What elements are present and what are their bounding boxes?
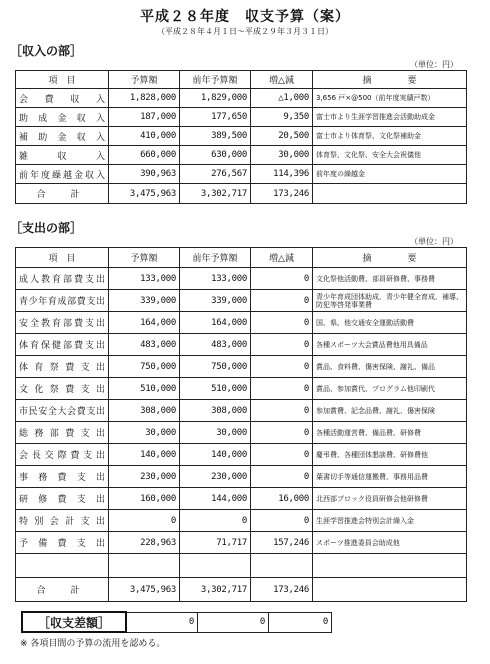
cell-diff: 0 xyxy=(251,466,313,488)
cell-diff: 114,396 xyxy=(251,165,313,184)
balance-prev: 0 xyxy=(198,612,269,632)
cell-budget: 510,000 xyxy=(109,378,180,400)
cell-budget: 1,828,000 xyxy=(109,89,180,108)
cell-diff: 0 xyxy=(251,334,313,356)
cell-item: 総務部費支出 xyxy=(16,422,109,444)
cell-item: 助成金収入 xyxy=(16,108,109,127)
cell-prev: 144,000 xyxy=(180,488,251,510)
cell-budget: 133,000 xyxy=(109,268,180,290)
page-title: 平成２８年度 収支予算（案） xyxy=(140,9,350,25)
table-row xyxy=(16,532,467,554)
table-row xyxy=(16,146,467,165)
cell-budget: 30,000 xyxy=(109,422,180,444)
cell-prev: 133,000 xyxy=(180,268,251,290)
table-row xyxy=(16,290,467,312)
cell-budget: 187,000 xyxy=(109,108,180,127)
total-budget: 3,475,963 xyxy=(109,184,180,204)
column-header: 項 目 xyxy=(16,248,109,268)
blank-cell xyxy=(180,554,251,578)
balance-budget: 0 xyxy=(126,612,198,632)
table-row xyxy=(16,334,467,356)
cell-diff: 0 xyxy=(251,356,313,378)
cell-item: 研修費支出 xyxy=(16,488,109,510)
cell-note: 国、県、他交通安全運動活動費 xyxy=(313,312,467,334)
column-header: 前年予算額 xyxy=(180,248,251,268)
expense-table xyxy=(15,247,467,602)
total-prev: 3,302,717 xyxy=(180,578,251,602)
income-table xyxy=(15,70,467,204)
cell-note: 各種スポーツ大会賞品費他用具備品 xyxy=(313,334,467,356)
cell-budget: 483,000 xyxy=(109,334,180,356)
cell-prev: 483,000 xyxy=(180,334,251,356)
cell-diff: 9,350 xyxy=(251,108,313,127)
cell-prev: 308,000 xyxy=(180,400,251,422)
cell-diff: 20,500 xyxy=(251,127,313,146)
cell-note: 参加賞費、記念品費、謝礼、傷害保険 xyxy=(313,400,467,422)
cell-prev: 510,000 xyxy=(180,378,251,400)
column-header: 増△減 xyxy=(251,248,313,268)
table-row xyxy=(16,89,467,108)
cell-note: 慶弔費、各種団体懇談費、研修費他 xyxy=(313,444,467,466)
cell-item: 特別会計支出 xyxy=(16,510,109,532)
cell-note: 青少年育成団体助成、青少年健全育成、補導、防犯等啓発事業費 xyxy=(313,290,467,312)
cell-item: 会費収入 xyxy=(16,89,109,108)
cell-diff: 0 xyxy=(251,422,313,444)
cell-diff: 16,000 xyxy=(251,488,313,510)
budget-period: （平成２８年４月１日～平成２９年３月３１日） xyxy=(157,27,333,36)
cell-prev: 339,000 xyxy=(180,290,251,312)
cell-item: 市民安全大会費支出 xyxy=(16,400,109,422)
column-header: 予算額 xyxy=(109,248,180,268)
table-row xyxy=(16,268,467,290)
cell-note: 富士市より体育祭、文化祭補助金 xyxy=(313,127,467,146)
total-row xyxy=(16,184,467,204)
cell-note: 賞品、食料費、傷害保険、謝礼、備品 xyxy=(313,356,467,378)
cell-diff: △1,000 xyxy=(251,89,313,108)
cell-budget: 230,000 xyxy=(109,466,180,488)
footnote: ※ 各項目間の予算の流用を認める。 xyxy=(20,639,166,649)
cell-budget: 308,000 xyxy=(109,400,180,422)
cell-diff: 0 xyxy=(251,444,313,466)
cell-budget: 410,000 xyxy=(109,127,180,146)
cell-prev: 71,717 xyxy=(180,532,251,554)
column-header: 前年予算額 xyxy=(180,71,251,89)
blank-cell xyxy=(16,554,109,578)
cell-prev: 1,829,000 xyxy=(180,89,251,108)
column-header: 項 目 xyxy=(16,71,109,89)
table-row xyxy=(16,312,467,334)
total-label: 合 計 xyxy=(16,184,109,204)
cell-diff: 0 xyxy=(251,312,313,334)
cell-item: 青少年育成部費支出 xyxy=(16,290,109,312)
table-row xyxy=(16,108,467,127)
blank-cell xyxy=(251,554,313,578)
table-row xyxy=(16,444,467,466)
cell-item: 補助金収入 xyxy=(16,127,109,146)
cell-diff: 0 xyxy=(251,290,313,312)
cell-item: 事務費支出 xyxy=(16,466,109,488)
total-label: 合 計 xyxy=(16,578,109,602)
total-note xyxy=(313,578,467,602)
cell-prev: 750,000 xyxy=(180,356,251,378)
cell-budget: 228,963 xyxy=(109,532,180,554)
cell-prev: 389,500 xyxy=(180,127,251,146)
blank-cell xyxy=(109,554,180,578)
balance-table xyxy=(21,611,332,633)
cell-item: 予備費支出 xyxy=(16,532,109,554)
total-diff: 173,246 xyxy=(251,578,313,602)
column-header: 摘 要 xyxy=(313,248,467,268)
cell-diff: 157,246 xyxy=(251,532,313,554)
expense-unit: （単位：円） xyxy=(410,237,458,246)
cell-item: 成人教育部費支出 xyxy=(16,268,109,290)
blank-cell xyxy=(313,554,467,578)
table-row xyxy=(16,422,467,444)
cell-prev: 230,000 xyxy=(180,466,251,488)
balance-label: ［収支差額］ xyxy=(22,612,126,632)
cell-item: 安全教育部費支出 xyxy=(16,312,109,334)
cell-budget: 164,000 xyxy=(109,312,180,334)
table-row xyxy=(16,165,467,184)
cell-note: 体育祭、文化祭、安全大会祝儀他 xyxy=(313,146,467,165)
cell-prev: 30,000 xyxy=(180,422,251,444)
cell-item: 体育祭費支出 xyxy=(16,356,109,378)
cell-budget: 660,000 xyxy=(109,146,180,165)
table-row xyxy=(16,127,467,146)
column-header: 摘 要 xyxy=(313,71,467,89)
cell-budget: 750,000 xyxy=(109,356,180,378)
total-row xyxy=(16,578,467,602)
total-note xyxy=(313,184,467,204)
cell-diff: 30,000 xyxy=(251,146,313,165)
table-row xyxy=(16,356,467,378)
cell-item: 体育保健部費支出 xyxy=(16,334,109,356)
table-row xyxy=(16,400,467,422)
cell-budget: 160,000 xyxy=(109,488,180,510)
cell-diff: 0 xyxy=(251,400,313,422)
table-row xyxy=(16,510,467,532)
cell-note: 生涯学習推進会特別会計繰入金 xyxy=(313,510,467,532)
cell-prev: 0 xyxy=(180,510,251,532)
cell-diff: 0 xyxy=(251,510,313,532)
cell-note: スポーツ推進委員会助成他 xyxy=(313,532,467,554)
cell-item: 会長交際費支出 xyxy=(16,444,109,466)
income-section-title: ［収入の部］ xyxy=(10,44,83,58)
cell-diff: 0 xyxy=(251,268,313,290)
cell-note: 各種活動運営費、備品費、研修費 xyxy=(313,422,467,444)
cell-note: 3,656 戸×@500（前年度実績戸数） xyxy=(313,89,467,108)
total-diff: 173,246 xyxy=(251,184,313,204)
cell-budget: 339,000 xyxy=(109,290,180,312)
cell-prev: 164,000 xyxy=(180,312,251,334)
balance-diff: 0 xyxy=(269,612,332,632)
cell-note: 富士市より生涯学習推進会活動助成金 xyxy=(313,108,467,127)
cell-item: 雑収入 xyxy=(16,146,109,165)
cell-prev: 177,650 xyxy=(180,108,251,127)
column-header: 増△減 xyxy=(251,71,313,89)
cell-budget: 0 xyxy=(109,510,180,532)
cell-note: 北西部ブロック役員研修会他研修費 xyxy=(313,488,467,510)
cell-prev: 276,567 xyxy=(180,165,251,184)
table-row xyxy=(16,378,467,400)
cell-note: 葉書切手等通信運搬費、事務用品費 xyxy=(313,466,467,488)
column-header: 予算額 xyxy=(109,71,180,89)
expense-section-title: ［支出の部］ xyxy=(10,221,83,235)
cell-item: 文化祭費支出 xyxy=(16,378,109,400)
cell-note: 前年度の繰越金 xyxy=(313,165,467,184)
table-row xyxy=(16,488,467,510)
cell-note: 賞品、参加賞代、プログラム他印刷代 xyxy=(313,378,467,400)
income-unit: （単位：円） xyxy=(410,60,458,69)
cell-item: 前年度繰越金収入 xyxy=(16,165,109,184)
cell-note: 文化祭他活動費、部員研修費、事務費 xyxy=(313,268,467,290)
cell-budget: 390,963 xyxy=(109,165,180,184)
table-row xyxy=(16,466,467,488)
cell-diff: 0 xyxy=(251,378,313,400)
cell-budget: 140,000 xyxy=(109,444,180,466)
total-budget: 3,475,963 xyxy=(109,578,180,602)
cell-prev: 630,000 xyxy=(180,146,251,165)
total-prev: 3,302,717 xyxy=(180,184,251,204)
cell-prev: 140,000 xyxy=(180,444,251,466)
